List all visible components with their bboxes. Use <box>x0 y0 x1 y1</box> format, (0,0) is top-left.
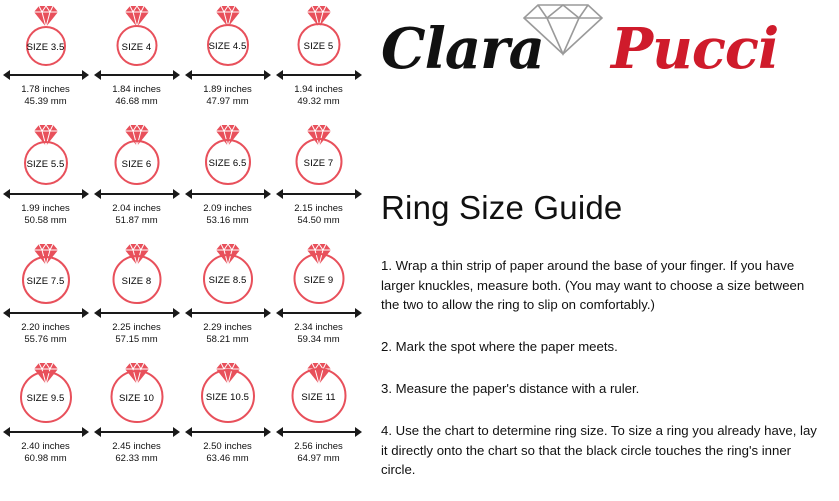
diameter-arrow-icon <box>3 188 89 200</box>
ring-measurement <box>21 322 70 345</box>
diameter-arrow-icon <box>3 426 89 438</box>
diameter-arrow-icon <box>185 188 271 200</box>
measurement-mm: 59.34 mm <box>297 333 340 345</box>
ring-size-cell[interactable] <box>0 359 91 478</box>
measurement-inches: 2.40 inches <box>21 441 70 452</box>
ring-measurement <box>294 84 343 107</box>
diameter-arrow-icon <box>276 69 362 81</box>
ring-measurement <box>203 203 252 226</box>
measurement-mm: 54.50 mm <box>297 214 340 226</box>
measurement-inches: 1.99 inches <box>21 203 70 214</box>
guide-step-1: 1. Wrap a thin strip of paper around the base of your finger. If you have larger knuckles, measure both. (You may want to choose a size between the two to allow the ring to slip on comfortably.) <box>381 258 805 312</box>
ring-size-label: SIZE 8 <box>121 275 152 287</box>
ring-size-label: SIZE 4 <box>121 41 152 53</box>
ring-size-cell[interactable] <box>182 240 273 359</box>
diameter-arrow-icon <box>276 426 362 438</box>
ring-measurement <box>21 441 70 464</box>
ring-measurement <box>203 84 252 107</box>
ring-row <box>0 240 365 359</box>
ring-size-label: SIZE 9.5 <box>26 393 65 404</box>
ring-measurement <box>112 203 161 226</box>
diameter-arrow-icon <box>3 307 89 319</box>
ring-measurement <box>203 322 252 345</box>
page-title: Ring Size Guide <box>381 189 623 226</box>
diameter-arrow-icon <box>94 307 180 319</box>
ring-illustration <box>191 242 265 304</box>
ring-row <box>0 359 365 478</box>
measurement-mm: 63.46 mm <box>206 452 249 464</box>
diameter-arrow-icon <box>185 307 271 319</box>
measurement-mm: 46.68 mm <box>115 95 158 107</box>
ring-illustration <box>100 4 174 66</box>
measurement-inches: 2.34 inches <box>294 322 343 333</box>
ring-size-cell[interactable] <box>273 359 364 478</box>
ring-illustration <box>282 242 356 304</box>
measurement-mm: 64.97 mm <box>297 452 340 464</box>
ring-size-label: SIZE 6 <box>121 158 152 170</box>
measurement-inches: 1.78 inches <box>21 84 70 95</box>
ring-size-cell[interactable] <box>182 359 273 478</box>
ring-size-cell[interactable] <box>273 121 364 240</box>
ring-measurement <box>21 84 70 107</box>
ring-size-cell[interactable] <box>0 121 91 240</box>
ring-illustration <box>282 123 356 185</box>
guide-step-4: 4. Use the chart to determine ring size. To size a ring you already have, lay it directly onto the chart so that the black circle touches the ring's inner circle. <box>381 423 817 477</box>
measurement-mm: 60.98 mm <box>24 452 67 464</box>
ring-size-cell[interactable] <box>91 240 182 359</box>
measurement-mm: 51.87 mm <box>115 214 158 226</box>
diameter-arrow-icon <box>3 69 89 81</box>
measurement-inches: 2.15 inches <box>294 203 343 214</box>
diameter-arrow-icon <box>94 69 180 81</box>
ring-illustration <box>282 4 356 66</box>
ring-size-cell[interactable] <box>0 2 91 121</box>
ring-size-cell[interactable] <box>182 121 273 240</box>
ring-size-label: SIZE 8.5 <box>208 275 247 286</box>
measurement-mm: 49.32 mm <box>297 95 340 107</box>
ring-measurement <box>21 203 70 226</box>
ring-size-label: SIZE 10 <box>118 392 155 404</box>
brand-logo <box>365 0 839 120</box>
measurement-inches: 2.45 inches <box>112 441 161 452</box>
ring-measurement <box>112 441 161 464</box>
measurement-inches: 2.29 inches <box>203 322 252 333</box>
ring-measurement <box>112 84 161 107</box>
measurement-inches: 2.09 inches <box>203 203 252 214</box>
ring-illustration <box>191 361 265 423</box>
ring-size-label: SIZE 4.5 <box>208 41 247 52</box>
ring-size-label: SIZE 7 <box>303 157 334 169</box>
guide-panel <box>365 0 839 501</box>
ring-size-cell[interactable] <box>0 240 91 359</box>
ring-size-label: SIZE 6.5 <box>208 158 247 169</box>
measurement-inches: 2.25 inches <box>112 322 161 333</box>
ring-row <box>0 121 365 240</box>
ring-illustration <box>100 242 174 304</box>
measurement-inches: 1.89 inches <box>203 84 252 95</box>
ring-measurement <box>294 441 343 464</box>
measurement-mm: 58.21 mm <box>206 333 249 345</box>
diameter-arrow-icon <box>276 188 362 200</box>
ring-row <box>0 2 365 121</box>
measurement-mm: 47.97 mm <box>206 95 249 107</box>
ring-size-cell[interactable] <box>91 121 182 240</box>
gem-icon <box>32 4 60 28</box>
measurement-inches: 1.94 inches <box>294 84 343 95</box>
diameter-arrow-icon <box>94 188 180 200</box>
measurement-inches: 2.56 inches <box>294 441 343 452</box>
ring-illustration <box>282 361 356 423</box>
measurement-inches: 2.20 inches <box>21 322 70 333</box>
ring-size-cell[interactable] <box>91 359 182 478</box>
ring-illustration <box>9 123 83 185</box>
measurement-inches: 1.84 inches <box>112 84 161 95</box>
ring-size-label: SIZE 9 <box>303 274 334 286</box>
diameter-arrow-icon <box>94 426 180 438</box>
measurement-inches: 2.04 inches <box>112 203 161 214</box>
ring-size-label: SIZE 11 <box>301 391 336 403</box>
brand-name-primary: Clara <box>381 16 544 82</box>
ring-measurement <box>203 441 252 464</box>
ring-size-label: SIZE 10.5 <box>205 392 250 403</box>
ring-illustration <box>100 361 174 423</box>
measurement-mm: 53.16 mm <box>206 214 249 226</box>
measurement-inches: 2.50 inches <box>203 441 252 452</box>
measurement-mm: 55.76 mm <box>24 333 67 345</box>
ring-size-label: SIZE 5 <box>303 40 334 52</box>
ring-size-cell[interactable] <box>273 2 364 121</box>
guide-step-2: 2. Mark the spot where the paper meets. <box>381 339 618 354</box>
measurement-mm: 45.39 mm <box>24 95 67 107</box>
brand-name-secondary: Pucci <box>611 16 779 82</box>
ring-illustration <box>9 361 83 423</box>
measurement-mm: 57.15 mm <box>115 333 158 345</box>
ring-size-cell[interactable] <box>273 240 364 359</box>
ring-illustration <box>100 123 174 185</box>
ring-illustration <box>9 4 83 66</box>
ring-measurement <box>294 322 343 345</box>
diameter-arrow-icon <box>276 307 362 319</box>
ring-measurement <box>112 322 161 345</box>
ring-measurement <box>294 203 343 226</box>
ring-illustration <box>9 242 83 304</box>
ring-illustration <box>191 4 265 66</box>
ring-size-label: SIZE 3.5 <box>26 42 65 53</box>
ring-size-cell[interactable] <box>91 2 182 121</box>
ring-size-label: SIZE 5.5 <box>26 159 65 170</box>
diameter-arrow-icon <box>185 426 271 438</box>
ring-size-cell[interactable] <box>182 2 273 121</box>
diameter-arrow-icon <box>185 69 271 81</box>
ring-illustration <box>191 123 265 185</box>
measurement-mm: 62.33 mm <box>115 452 158 464</box>
guide-step-3: 3. Measure the paper's distance with a ruler. <box>381 381 640 396</box>
ring-size-label: SIZE 7.5 <box>26 276 65 287</box>
measurement-mm: 50.58 mm <box>24 214 67 226</box>
ring-size-chart <box>0 0 365 501</box>
